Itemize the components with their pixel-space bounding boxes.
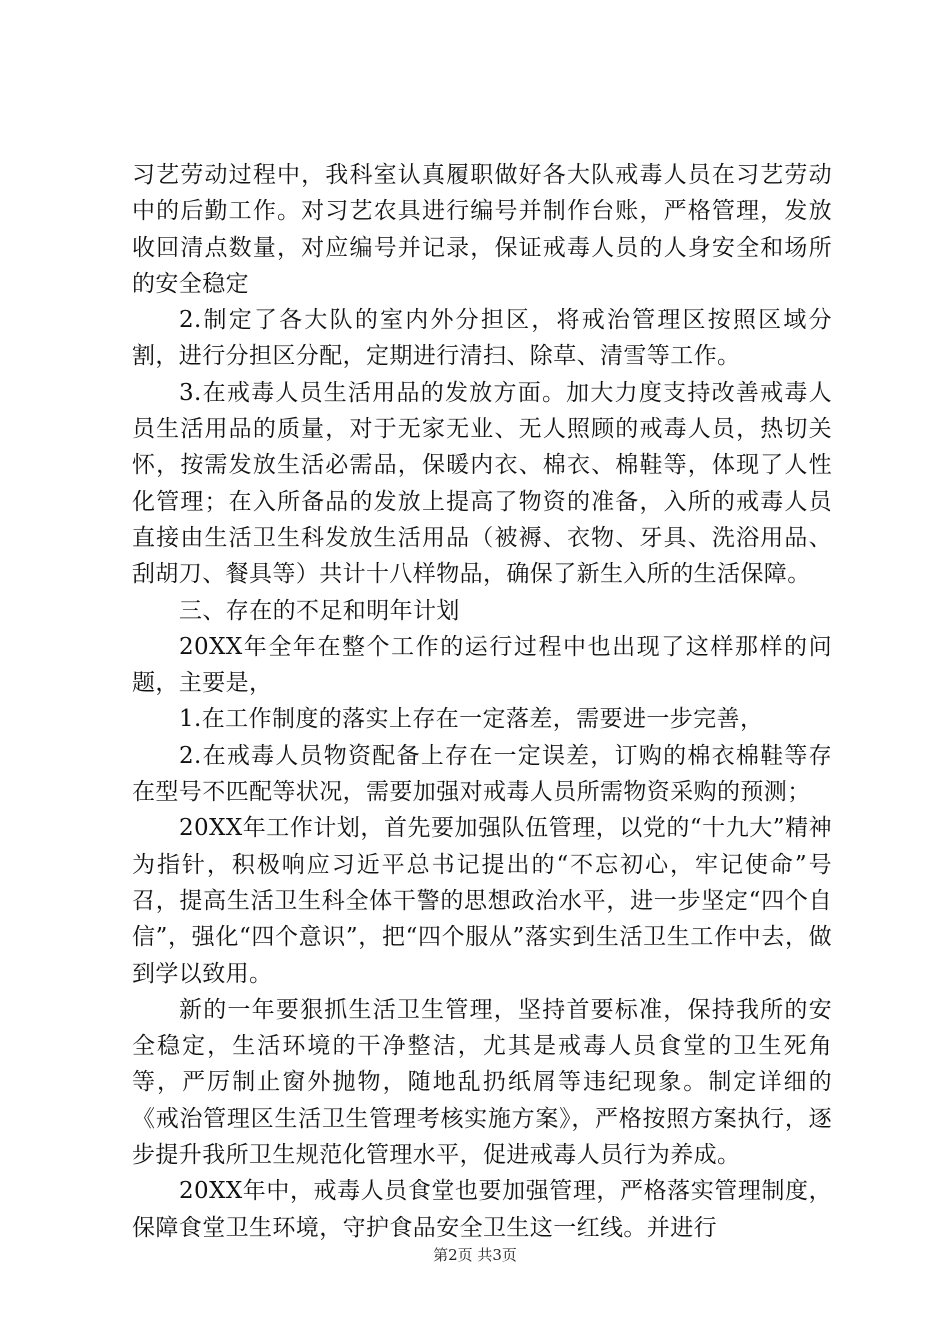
paragraph-7: 2.在戒毒人员物资配备上存在一定误差，订购的棉衣棉鞋等存在型号不匹配等状况，需要加强对戒毒人员所需物资采购的预测；: [132, 742, 832, 806]
paragraph-8: 20XX年工作计划，首先要加强队伍管理，以党的“十九大”精神为指针，积极响应习近平总书记提出的“不忘初心，牢记使命”号召，提高生活卫生科全体干警的思想政治水平，进一步坚定“四个自信”，强化“四个意识”，把“四个服从”落实到生活卫生工作中去，做到学以致用。: [132, 815, 832, 987]
paragraph-1: 习艺劳动过程中，我科室认真履职做好各大队戒毒人员在习艺劳动中的后勤工作。对习艺农具进行编号并制作台账，严格管理，发放收回清点数量，对应编号并记录，保证戒毒人员的人身安全和场所的安全稳定: [132, 162, 832, 297]
paragraph-6: 1.在工作制度的落实上存在一定落差，需要进一步完善，: [179, 706, 764, 733]
paragraph-10: 20XX年中，戒毒人员食堂也要加强管理，严格落实管理制度，保障食堂卫生环境，守护食品安全卫生这一红线。并进行: [132, 1178, 832, 1241]
page-number-footer: 第2页 共3页: [433, 1246, 517, 1264]
section-heading: 三、存在的不足和明年计划: [179, 597, 460, 624]
document-body: [132, 157, 832, 1246]
paragraph-5: 20XX年全年在整个工作的运行过程中也出现了这样那样的问题，主要是，: [132, 633, 832, 697]
paragraph-2: 2.制定了各大队的室内外分担区，将戒治管理区按照区域分割，进行分担区分配，定期进行清扫、除草、清雪等工作。: [132, 307, 832, 370]
paragraph-3: 3.在戒毒人员生活用品的发放方面。加大力度支持改善戒毒人员生活用品的质量，对于无家无业、无人照顾的戒毒人员，热切关怀，按需发放生活必需品，保暖内衣、棉衣、棉鞋等，体现了人性化管理；在入所备品的发放上提高了物资的准备，入所的戒毒人员直接由生活卫生科发放生活用品（被褥、衣物、牙具、洗浴用品、刮胡刀、餐具等）共计十八样物品，确保了新生入所的生活保障。: [132, 379, 832, 588]
paragraph-9: 新的一年要狠抓生活卫生管理，坚持首要标准，保持我所的安全稳定，生活环境的干净整洁，尤其是戒毒人员食堂的卫生死角等，严厉制止窗外抛物，随地乱扔纸屑等违纪现象。制定详细的《戒治管理区生活卫生管理考核实施方案》，严格按照方案执行，逐步提升我所卫生规范化管理水平，促进戒毒人员行为养成。: [132, 996, 832, 1169]
